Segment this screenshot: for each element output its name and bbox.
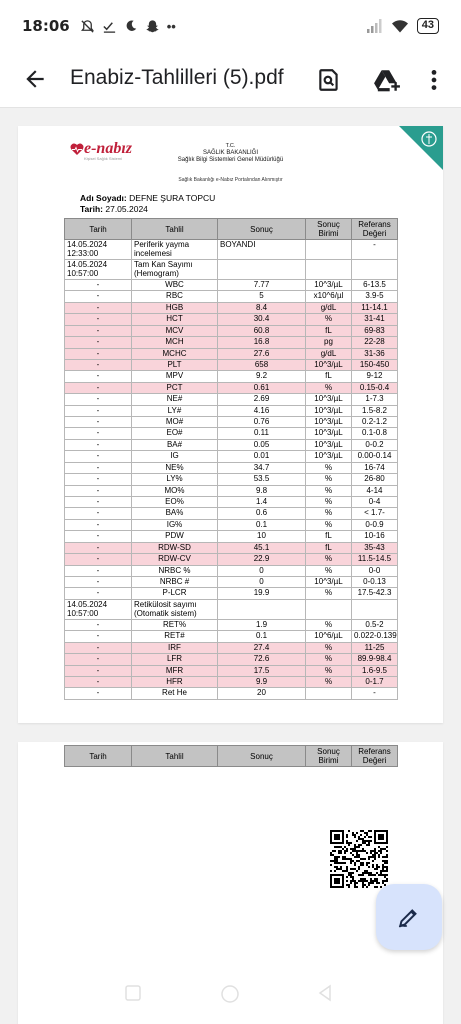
cell-reference: 11-25 — [352, 642, 398, 653]
header-reference: Referans Değeri — [352, 746, 398, 767]
name-label: Adı Soyadı: — [80, 193, 127, 203]
cell-test: IG — [132, 451, 218, 462]
header-date: Tarih — [65, 219, 132, 240]
cell-result: BOYANDI — [218, 240, 306, 260]
cell-date: 14.05.2024 12:33:00 — [65, 240, 132, 260]
cell-test: RDW-CV — [132, 554, 218, 565]
cell-reference — [352, 260, 398, 280]
table-row — [65, 631, 398, 642]
add-to-drive-icon[interactable] — [373, 67, 401, 93]
cell-unit: % — [306, 588, 352, 599]
cell-result: 34.7 — [218, 462, 306, 473]
cell-test: NRBC # — [132, 576, 218, 587]
cell-reference: 3.9-5 — [352, 291, 398, 302]
table-row — [65, 302, 398, 313]
table-row — [65, 348, 398, 359]
logo-text: e-nabız — [84, 140, 132, 157]
cell-unit: fL — [306, 325, 352, 336]
cell-test: RBC — [132, 291, 218, 302]
cell-unit: 10^3/µL — [306, 576, 352, 587]
date-label: Tarih: — [80, 204, 103, 214]
table-row — [65, 371, 398, 382]
table-row — [65, 688, 398, 699]
cell-reference: 26-80 — [352, 474, 398, 485]
cell-date: - — [65, 642, 132, 653]
cell-test: BA# — [132, 439, 218, 450]
bell-off-icon — [80, 19, 95, 34]
cell-unit: % — [306, 654, 352, 665]
cell-reference: 0-0.9 — [352, 519, 398, 530]
cell-unit: x10^6/µl — [306, 291, 352, 302]
table-header-row — [65, 746, 398, 767]
cell-result: 0.61 — [218, 382, 306, 393]
table-row — [65, 519, 398, 530]
cell-result: 0.1 — [218, 631, 306, 642]
cell-result: 0.11 — [218, 428, 306, 439]
cell-unit: % — [306, 642, 352, 653]
cell-result: 27.6 — [218, 348, 306, 359]
cell-result: 16.8 — [218, 337, 306, 348]
cell-result: 658 — [218, 359, 306, 370]
cell-date: - — [65, 676, 132, 687]
battery-indicator: 43 — [417, 18, 439, 34]
pdf-page-2 — [18, 742, 443, 1024]
org-line-2: SAĞLIK BAKANLIĞI — [202, 150, 259, 156]
table-row — [65, 240, 398, 260]
logo-subtitle: Kişisel Sağlık Sistemi — [84, 156, 123, 161]
cell-unit: % — [306, 462, 352, 473]
cell-unit: 10^3/µL — [306, 428, 352, 439]
cell-test: EO% — [132, 497, 218, 508]
cell-date: - — [65, 531, 132, 542]
cell-unit: % — [306, 382, 352, 393]
header-test: Tahlil — [132, 746, 218, 767]
header-date: Tarih — [65, 746, 132, 767]
cell-result: 19.9 — [218, 588, 306, 599]
cell-test: Periferik yayma incelemesi — [132, 240, 218, 260]
lab-results-table — [64, 218, 398, 700]
cell-date: - — [65, 405, 132, 416]
cell-unit — [306, 240, 352, 260]
org-line-4: Sağlık Bakanlığı e-Nabız Portalından Alınmıştır — [178, 177, 283, 183]
cell-result: 0.05 — [218, 439, 306, 450]
header-test: Tahlil — [132, 219, 218, 240]
cell-reference: 0-4 — [352, 497, 398, 508]
table-row — [65, 508, 398, 519]
cell-reference: 22-28 — [352, 337, 398, 348]
cell-result: 0 — [218, 565, 306, 576]
cell-test: HCT — [132, 314, 218, 325]
cell-unit: 10^3/µL — [306, 405, 352, 416]
cell-test: HGB — [132, 302, 218, 313]
cell-test: MO# — [132, 417, 218, 428]
cell-test: Ret He — [132, 688, 218, 699]
cell-date: 14.05.2024 10:57:00 — [65, 599, 132, 619]
patient-name: DEFNE ŞURA TOPCU — [129, 193, 216, 203]
table-row — [65, 439, 398, 450]
cell-reference: 89.9-98.4 — [352, 654, 398, 665]
cell-reference: 17.5-42.3 — [352, 588, 398, 599]
cell-reference: < 1.7- — [352, 508, 398, 519]
header-unit: Sonuç Birimi — [306, 746, 352, 767]
table-row — [65, 280, 398, 291]
cell-date: - — [65, 588, 132, 599]
cell-unit — [306, 599, 352, 619]
cell-test: NRBC % — [132, 565, 218, 576]
app-bar — [0, 52, 461, 108]
nav-recents-icon[interactable] — [124, 984, 142, 1002]
signal-icon — [367, 19, 383, 33]
table-row — [65, 599, 398, 619]
cell-date: - — [65, 519, 132, 530]
cell-date: - — [65, 474, 132, 485]
cell-test: RDW-SD — [132, 542, 218, 553]
cell-date: - — [65, 462, 132, 473]
cell-date: - — [65, 554, 132, 565]
cell-result: 1.9 — [218, 619, 306, 630]
cell-date: - — [65, 417, 132, 428]
cell-unit: g/dL — [306, 348, 352, 359]
table-row — [65, 260, 398, 280]
cell-test: MCV — [132, 325, 218, 336]
cell-reference: 35-43 — [352, 542, 398, 553]
cell-reference: 0.1-0.8 — [352, 428, 398, 439]
cell-test: PLT — [132, 359, 218, 370]
cell-date: - — [65, 631, 132, 642]
cell-unit — [306, 260, 352, 280]
cell-reference: 1.5-8.2 — [352, 405, 398, 416]
table-row — [65, 291, 398, 302]
cell-date: 14.05.2024 10:57:00 — [65, 260, 132, 280]
cell-reference: 0-0.2 — [352, 439, 398, 450]
cell-date: - — [65, 565, 132, 576]
back-arrow-icon[interactable] — [22, 66, 48, 92]
cell-reference: 10-16 — [352, 531, 398, 542]
cell-test: IG% — [132, 519, 218, 530]
header-unit: Sonuç Birimi — [306, 219, 352, 240]
cell-unit: % — [306, 676, 352, 687]
cell-result: 1.4 — [218, 497, 306, 508]
cell-date: - — [65, 508, 132, 519]
cell-reference: 11-14.1 — [352, 302, 398, 313]
cell-unit: 10^3/µL — [306, 394, 352, 405]
cell-test: LY% — [132, 474, 218, 485]
cell-result: 9.2 — [218, 371, 306, 382]
cell-reference: 1-7.3 — [352, 394, 398, 405]
cell-unit: 10^3/µL — [306, 280, 352, 291]
cell-result: 53.5 — [218, 474, 306, 485]
table-row — [65, 474, 398, 485]
cell-reference: - — [352, 240, 398, 260]
patient-info — [80, 193, 215, 215]
cell-reference: 0.5-2 — [352, 619, 398, 630]
table-row — [65, 485, 398, 496]
table-row — [65, 642, 398, 653]
cell-date: - — [65, 428, 132, 439]
cell-result: 27.4 — [218, 642, 306, 653]
cell-date: - — [65, 280, 132, 291]
table-row — [65, 565, 398, 576]
cell-result: 0.1 — [218, 519, 306, 530]
pen-edit-icon — [396, 904, 422, 930]
cell-result: 45.1 — [218, 542, 306, 553]
table-row — [65, 576, 398, 587]
moon-icon — [124, 19, 138, 33]
cell-date: - — [65, 542, 132, 553]
header-result: Sonuç — [218, 746, 306, 767]
cell-date: - — [65, 576, 132, 587]
cell-result: 20 — [218, 688, 306, 699]
cell-date: - — [65, 314, 132, 325]
cell-date: - — [65, 348, 132, 359]
org-line-3: Sağlık Bilgi Sistemleri Genel Müdürlüğü — [177, 157, 284, 163]
cell-test: MCHC — [132, 348, 218, 359]
status-time: 18:06 — [22, 17, 70, 35]
header-result: Sonuç — [218, 219, 306, 240]
cell-reference: 0-1.7 — [352, 676, 398, 687]
cell-date: - — [65, 485, 132, 496]
pdf-page-1 — [18, 126, 443, 723]
cell-reference: 0.00-0.14 — [352, 451, 398, 462]
cell-result: 22.9 — [218, 554, 306, 565]
edit-fab-button[interactable] — [376, 884, 442, 950]
cell-date: - — [65, 302, 132, 313]
org-line-1: T.C. — [225, 143, 236, 149]
cell-reference: 4-14 — [352, 485, 398, 496]
cell-test: Retikülosit sayımı (Otomatik sistem) — [132, 599, 218, 619]
cell-test: Tam Kan Sayımı (Hemogram) — [132, 260, 218, 280]
cell-reference — [352, 599, 398, 619]
notification-icons — [80, 19, 176, 34]
cell-test: MPV — [132, 371, 218, 382]
cell-unit: 10^3/µL — [306, 417, 352, 428]
cell-reference: 16-74 — [352, 462, 398, 473]
table-row — [65, 428, 398, 439]
table-row — [65, 654, 398, 665]
cell-unit: % — [306, 508, 352, 519]
cell-result: 9.9 — [218, 676, 306, 687]
cell-reference: - — [352, 688, 398, 699]
nav-home-icon[interactable] — [220, 984, 240, 1004]
cell-result: 0.01 — [218, 451, 306, 462]
more-options-icon[interactable] — [424, 67, 444, 93]
cell-result: 4.16 — [218, 405, 306, 416]
cell-unit: % — [306, 665, 352, 676]
cell-date: - — [65, 654, 132, 665]
table-row — [65, 394, 398, 405]
table-row — [65, 588, 398, 599]
cell-test: P-LCR — [132, 588, 218, 599]
qr-code — [330, 830, 388, 888]
cell-date: - — [65, 382, 132, 393]
cell-result: 72.6 — [218, 654, 306, 665]
cell-date: - — [65, 371, 132, 382]
table-row — [65, 676, 398, 687]
cell-unit: % — [306, 474, 352, 485]
table-row — [65, 542, 398, 553]
cell-reference: 31-36 — [352, 348, 398, 359]
cell-result: 17.5 — [218, 665, 306, 676]
cell-test: IRF — [132, 642, 218, 653]
table-row — [65, 337, 398, 348]
cell-date: - — [65, 394, 132, 405]
cell-test: PDW — [132, 531, 218, 542]
cell-test: MFR — [132, 665, 218, 676]
cell-unit: pg — [306, 337, 352, 348]
table-row — [65, 314, 398, 325]
table-row — [65, 665, 398, 676]
cell-test: BA% — [132, 508, 218, 519]
cell-reference: 0-0.13 — [352, 576, 398, 587]
cell-result: 8.4 — [218, 302, 306, 313]
document-title: Enabiz-Tahlilleri (5).pdf — [70, 66, 284, 89]
cell-test: WBC — [132, 280, 218, 291]
cell-reference: 11.5-14.5 — [352, 554, 398, 565]
header-reference: Referans Değeri — [352, 219, 398, 240]
cell-date: - — [65, 688, 132, 699]
table-row — [65, 382, 398, 393]
wifi-icon — [391, 19, 409, 33]
cell-test: MO% — [132, 485, 218, 496]
cell-result: 60.8 — [218, 325, 306, 336]
cell-result: 0 — [218, 576, 306, 587]
cell-date: - — [65, 325, 132, 336]
cell-reference: 0.15-0.4 — [352, 382, 398, 393]
more-notifications-icon: •• — [166, 18, 176, 34]
cell-unit: fL — [306, 531, 352, 542]
nav-back-icon[interactable] — [316, 984, 334, 1002]
cell-test: EO# — [132, 428, 218, 439]
cell-result: 0.76 — [218, 417, 306, 428]
cell-date: - — [65, 359, 132, 370]
cell-unit: % — [306, 314, 352, 325]
cell-date: - — [65, 451, 132, 462]
cell-unit: % — [306, 619, 352, 630]
table-row — [65, 497, 398, 508]
cell-unit: % — [306, 519, 352, 530]
cell-result: 9.8 — [218, 485, 306, 496]
cell-reference: 150-450 — [352, 359, 398, 370]
table-row — [65, 359, 398, 370]
cell-unit: % — [306, 485, 352, 496]
cell-unit: 10^3/µL — [306, 359, 352, 370]
search-document-icon[interactable] — [316, 67, 342, 93]
table-row — [65, 405, 398, 416]
snapchat-icon — [145, 19, 160, 34]
cell-date: - — [65, 665, 132, 676]
cell-result: 10 — [218, 531, 306, 542]
cell-reference: 31-41 — [352, 314, 398, 325]
cell-result: 7.77 — [218, 280, 306, 291]
cell-unit — [306, 688, 352, 699]
table-row — [65, 531, 398, 542]
cell-result — [218, 599, 306, 619]
cell-result — [218, 260, 306, 280]
cell-unit: % — [306, 554, 352, 565]
table-row — [65, 462, 398, 473]
cell-test: PCT — [132, 382, 218, 393]
report-date: 27.05.2024 — [105, 204, 148, 214]
cell-unit: 10^3/µL — [306, 451, 352, 462]
cell-reference: 0.2-1.2 — [352, 417, 398, 428]
table-row — [65, 619, 398, 630]
cell-unit: fL — [306, 542, 352, 553]
cell-reference: 1.6-9.5 — [352, 665, 398, 676]
table-header-row — [65, 219, 398, 240]
cell-reference: 0.022-0.139 — [352, 631, 398, 642]
cell-unit: 10^3/µL — [306, 439, 352, 450]
table-row — [65, 451, 398, 462]
cell-test: LY# — [132, 405, 218, 416]
cell-unit: g/dL — [306, 302, 352, 313]
cell-unit: fL — [306, 371, 352, 382]
cell-test: NE% — [132, 462, 218, 473]
task-done-icon — [102, 19, 117, 34]
cell-reference: 69-83 — [352, 325, 398, 336]
table-row — [65, 325, 398, 336]
cell-result: 5 — [218, 291, 306, 302]
cell-test: NE# — [132, 394, 218, 405]
cell-result: 2.69 — [218, 394, 306, 405]
cell-reference: 9-12 — [352, 371, 398, 382]
cell-date: - — [65, 619, 132, 630]
cell-date: - — [65, 497, 132, 508]
cell-result: 0.6 — [218, 508, 306, 519]
cell-unit: % — [306, 497, 352, 508]
cell-unit: % — [306, 565, 352, 576]
table-row — [65, 417, 398, 428]
cell-test: LFR — [132, 654, 218, 665]
cell-result: 30.4 — [218, 314, 306, 325]
cell-test: MCH — [132, 337, 218, 348]
cell-test: RET# — [132, 631, 218, 642]
cell-reference: 0-0 — [352, 565, 398, 576]
cell-date: - — [65, 337, 132, 348]
cell-test: HFR — [132, 676, 218, 687]
table-row — [65, 554, 398, 565]
cell-test: RET% — [132, 619, 218, 630]
lab-results-table-continued — [64, 745, 398, 767]
cell-date: - — [65, 291, 132, 302]
status-bar — [0, 0, 461, 52]
cell-reference: 6-13.5 — [352, 280, 398, 291]
cell-unit: 10^6/µL — [306, 631, 352, 642]
cell-date: - — [65, 439, 132, 450]
